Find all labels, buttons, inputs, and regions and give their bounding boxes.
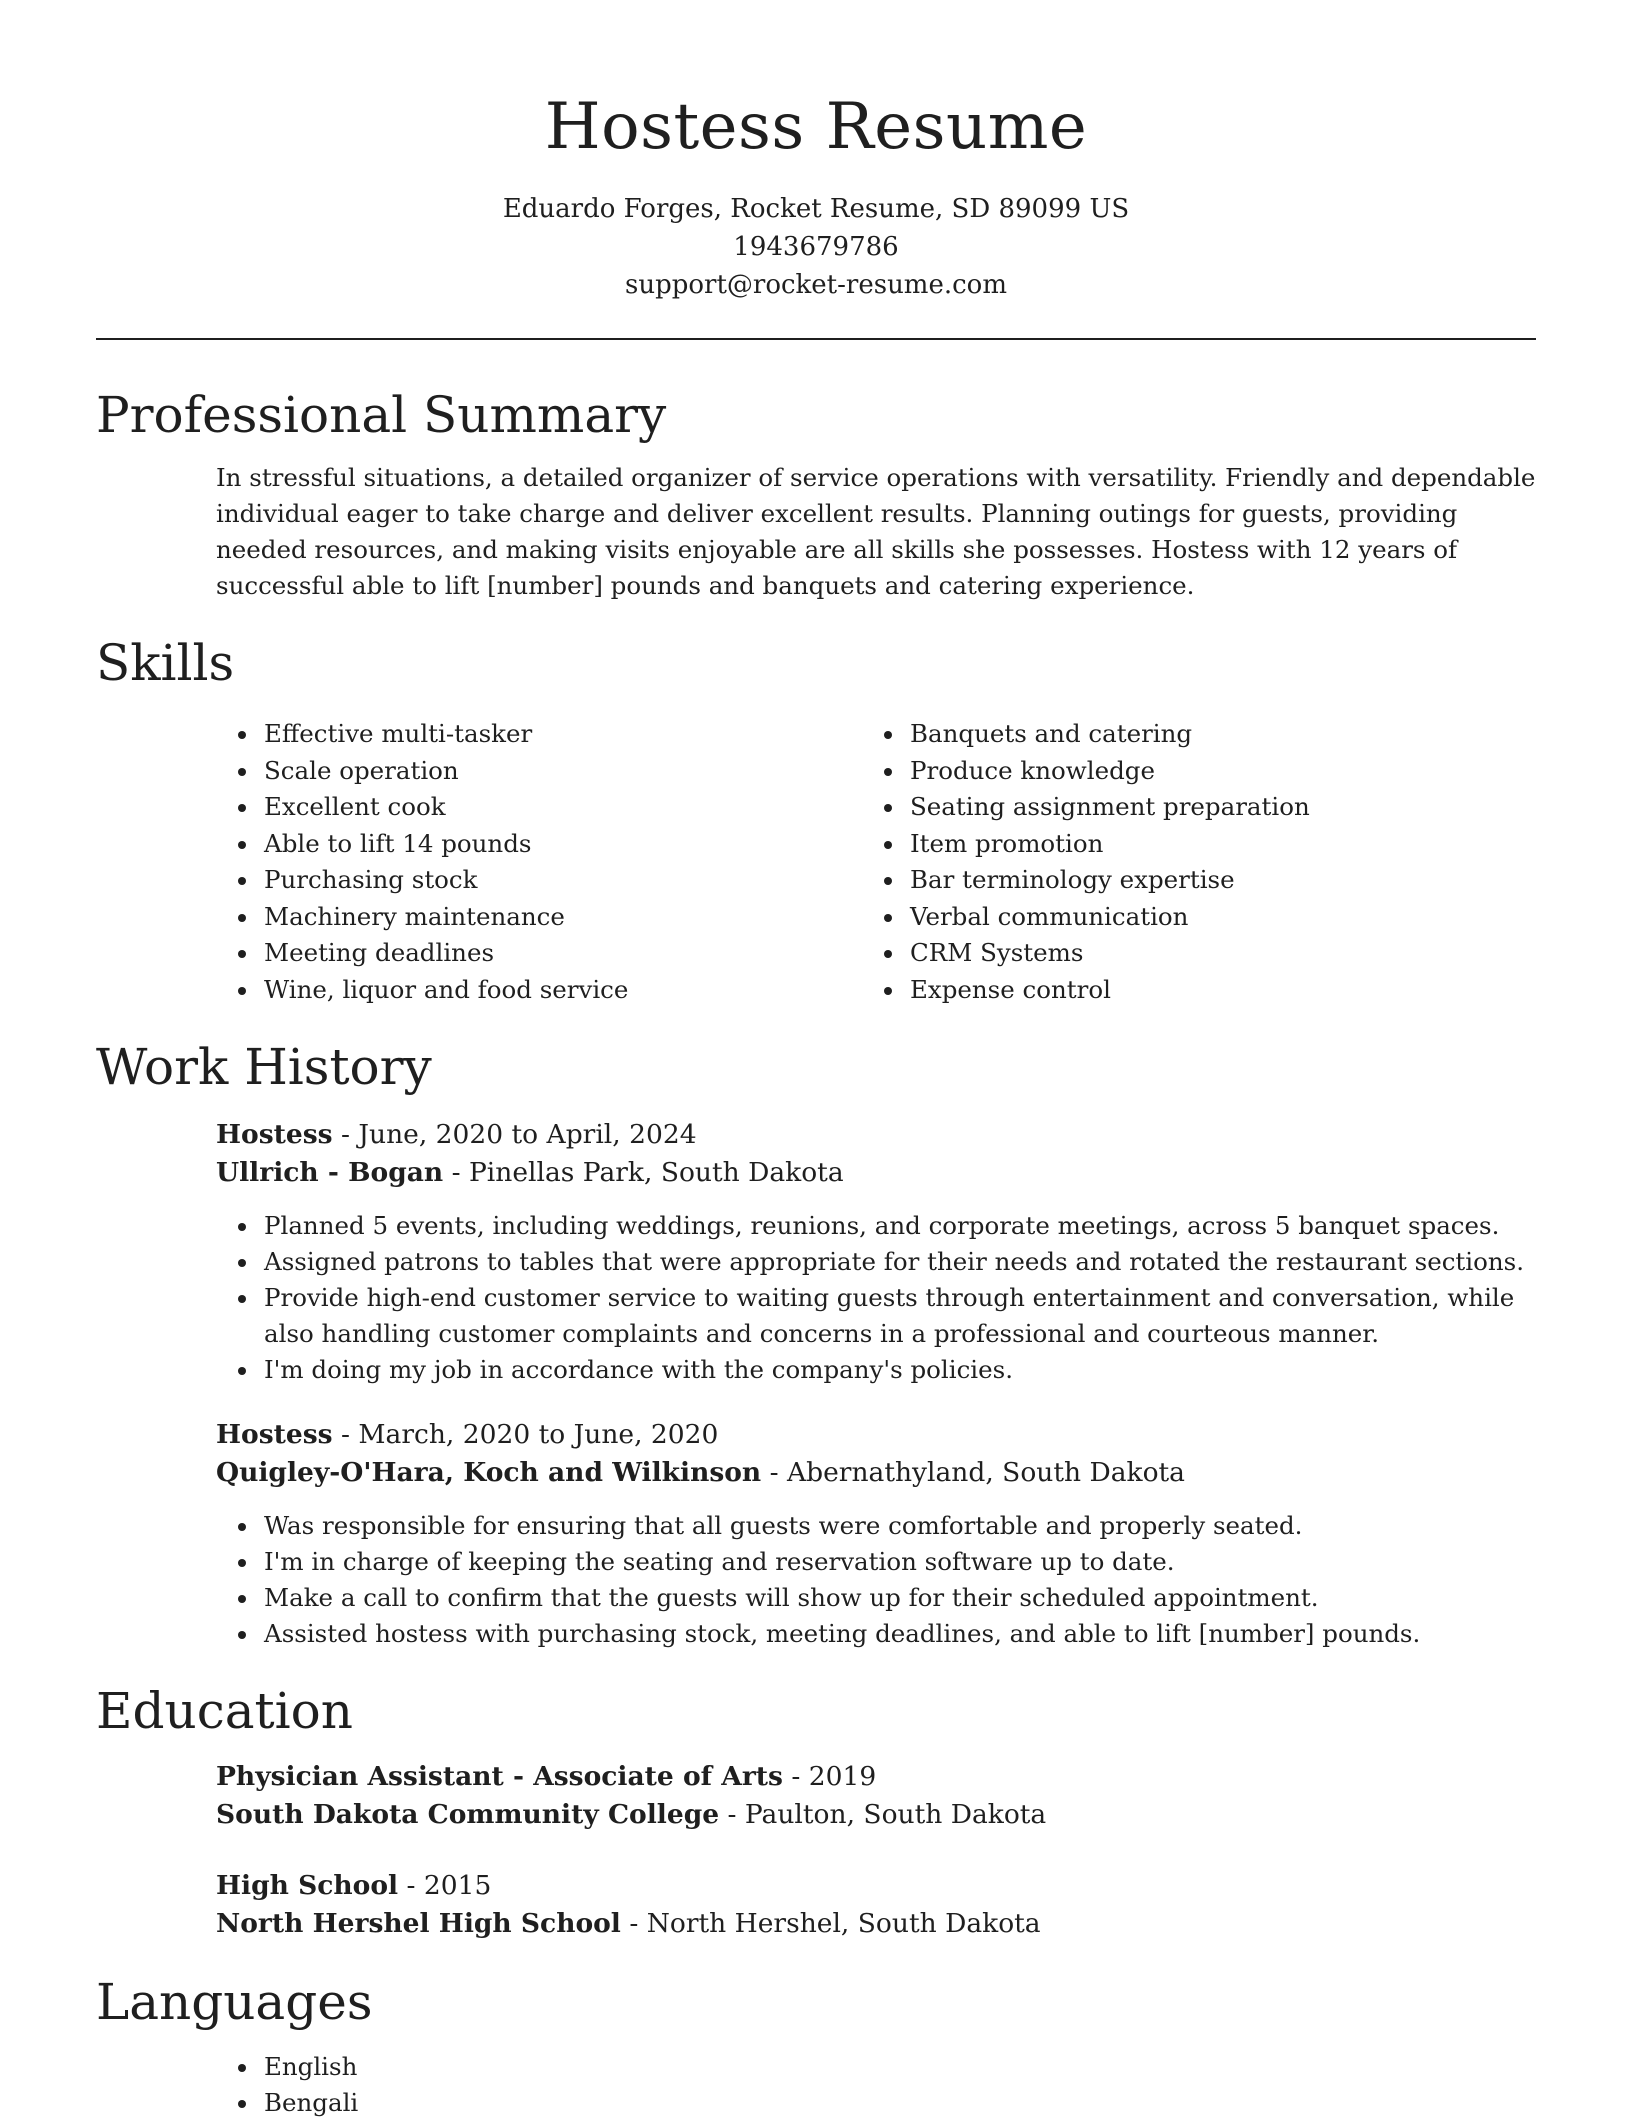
education-year: - 2019	[782, 1761, 877, 1792]
skills-column-left	[216, 716, 866, 1008]
skills-list	[216, 716, 1536, 1008]
education-school-line	[216, 1905, 1536, 1943]
education-degree-line	[216, 1867, 1536, 1905]
job-title-line	[216, 1116, 1536, 1154]
skill-item: • Banquets and catering	[906, 716, 1512, 753]
contact-phone: 1943679786	[733, 232, 899, 262]
language-item: • English	[260, 2049, 1536, 2085]
job-duty: • Provide high-end customer service to waiting guests through entertainment and conversation, while also handling customer complaints and concerns in a professional and courteous manner.	[260, 1280, 1536, 1352]
job-duty: • I'm in charge of keeping the seating and reservation software up to date.	[260, 1544, 1536, 1580]
education-year: - 2015	[398, 1870, 492, 1901]
education-degree: High School	[216, 1870, 399, 1901]
job-company: Ullrich - Bogan	[216, 1157, 444, 1188]
education-degree-line	[216, 1758, 1536, 1796]
job-location: - Pinellas Park, South Dakota	[443, 1157, 844, 1188]
skill-item: • Produce knowledge	[906, 753, 1512, 790]
education-degree: Physician Assistant - Associate of Arts	[216, 1761, 783, 1792]
summary-heading: Professional Summary	[96, 386, 667, 444]
skill-item: • Purchasing stock	[260, 862, 866, 899]
resume-header	[96, 0, 1536, 304]
skill-item: • CRM Systems	[906, 935, 1512, 972]
language-item: • Bengali	[260, 2085, 1536, 2121]
job-dates: - March, 2020 to June, 2020	[332, 1419, 719, 1450]
skills-column-right	[866, 716, 1512, 1008]
skill-item: • Able to lift 14 pounds	[260, 826, 866, 863]
education-location: - North Hershel, South Dakota	[620, 1908, 1041, 1939]
job-company-line	[216, 1454, 1536, 1492]
job-title: Hostess	[216, 1119, 333, 1150]
job-title-line	[216, 1416, 1536, 1454]
job-dates: - June, 2020 to April, 2024	[332, 1119, 697, 1150]
education-heading: Education	[96, 1682, 353, 1740]
skill-item: • Effective multi-tasker	[260, 716, 866, 753]
job-duty: • Planned 5 events, including weddings, reunions, and corporate meetings, across 5 banquet spaces.	[260, 1208, 1536, 1244]
education-entry	[216, 1758, 1536, 1834]
job-entry	[216, 1116, 1536, 1388]
skill-item: • Seating assignment preparation	[906, 789, 1512, 826]
job-location: - Abernathyland, South Dakota	[761, 1457, 1185, 1488]
job-company-line	[216, 1154, 1536, 1192]
contact-email: support@rocket-resume.com	[624, 270, 1007, 300]
job-duty: • Was responsible for ensuring that all guests were comfortable and properly seated.	[260, 1508, 1536, 1544]
job-duties	[216, 1508, 1536, 1652]
header-divider	[96, 338, 1536, 340]
contact-info	[96, 190, 1536, 304]
skill-item: • Verbal communication	[906, 899, 1512, 936]
work-history-heading: Work History	[96, 1038, 432, 1096]
job-duty: • I'm doing my job in accordance with the company's policies.	[260, 1352, 1536, 1388]
job-duties	[216, 1208, 1536, 1388]
contact-address: Eduardo Forges, Rocket Resume, SD 89099 US	[502, 194, 1130, 224]
skill-item: • Item promotion	[906, 826, 1512, 863]
page-title: Hostess Resume	[544, 90, 1088, 164]
education-school: North Hershel High School	[216, 1908, 621, 1939]
skill-item: • Expense control	[906, 972, 1512, 1009]
job-duty: • Make a call to confirm that the guests will show up for their scheduled appointment.	[260, 1580, 1536, 1616]
skill-item: • Machinery maintenance	[260, 899, 866, 936]
skill-item: • Scale operation	[260, 753, 866, 790]
languages-heading: Languages	[96, 1973, 373, 2031]
skill-item: • Wine, liquor and food service	[260, 972, 866, 1009]
education-school: South Dakota Community College	[216, 1799, 720, 1830]
skill-item: • Bar terminology expertise	[906, 862, 1512, 899]
resume-page	[96, 0, 1536, 2121]
education-entry	[216, 1867, 1536, 1943]
skill-item: • Meeting deadlines	[260, 935, 866, 972]
job-duty: • Assigned patrons to tables that were appropriate for their needs and rotated the restaurant sections.	[260, 1244, 1536, 1280]
skills-heading: Skills	[96, 634, 235, 692]
languages-list	[216, 2049, 1536, 2121]
skill-item: • Excellent cook	[260, 789, 866, 826]
job-entry	[216, 1416, 1536, 1652]
job-company: Quigley-O'Hara, Koch and Wilkinson	[216, 1457, 762, 1488]
job-title: Hostess	[216, 1419, 333, 1450]
job-duty: • Assisted hostess with purchasing stock, meeting deadlines, and able to lift [number] pounds.	[260, 1616, 1536, 1652]
education-school-line	[216, 1796, 1536, 1834]
summary-text: In stressful situations, a detailed organizer of service operations with versatility. Friendly and dependable individual eager to take charge and deliver excellent results. Planning outings for guests, providing needed resources, and making visits enjoyable are all skills she possesses. Hostess with 12 years of successful able to lift [number] pounds and banquets and catering experience.	[216, 463, 1536, 600]
education-location: - Paulton, South Dakota	[719, 1799, 1047, 1830]
